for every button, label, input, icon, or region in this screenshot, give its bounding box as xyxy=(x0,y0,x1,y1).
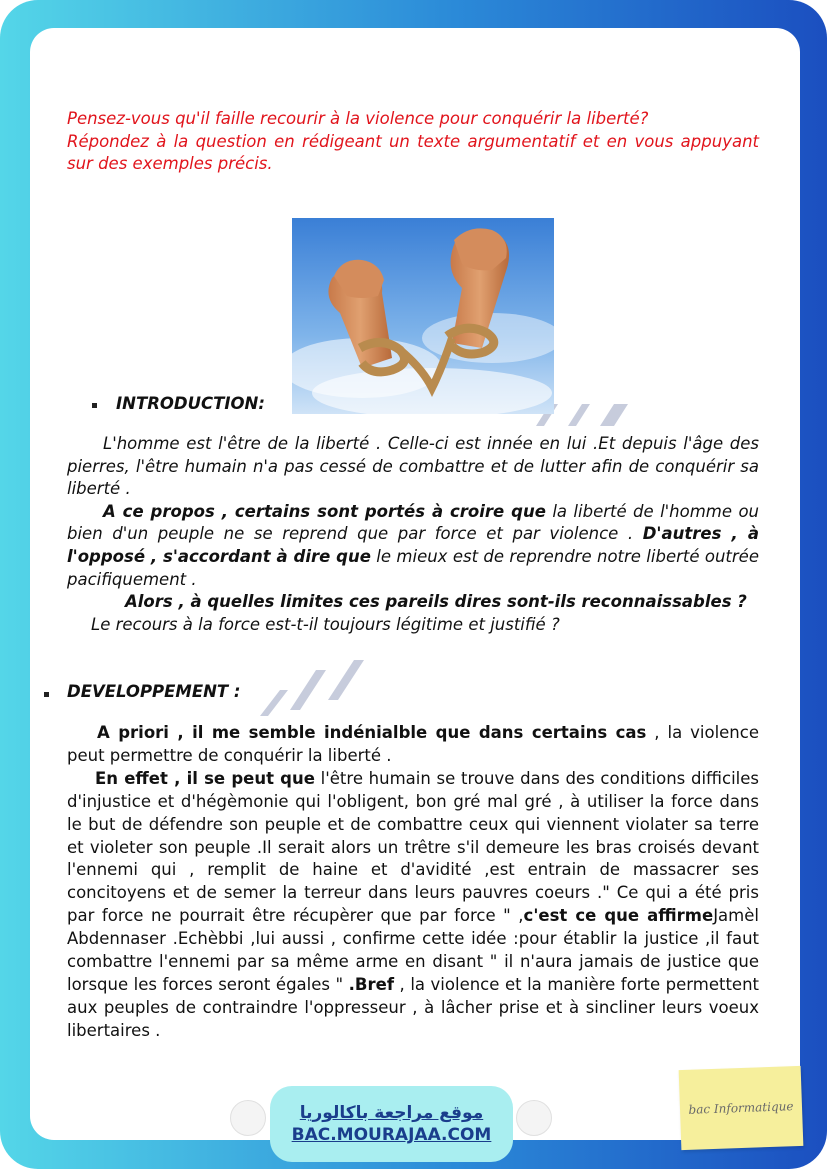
chained-fists-photo xyxy=(292,218,554,414)
site-logo-left xyxy=(230,1100,266,1136)
introduction-heading: INTRODUCTION: xyxy=(116,394,265,413)
intro-paragraph-4 xyxy=(67,614,759,637)
intro-paragraph-1 xyxy=(67,433,759,501)
sticky-note-text: bac Informatique xyxy=(688,1099,794,1117)
watermark-mark-2 xyxy=(250,650,390,720)
intro-paragraph-2 xyxy=(67,501,759,591)
assignment-prompt xyxy=(67,108,759,176)
intro-paragraph-4-text: Le recours à la force est-t-il toujours légitime et justifié ? xyxy=(91,614,560,634)
intro-paragraph-1-text: L'homme est l'être de la liberté . Celle-ci est innée en lui .Et depuis l'âge des pierres, l'être humain n'a pas cessé de combattre et de lutter afin de conquérir sa liberté . xyxy=(67,434,759,499)
development-body xyxy=(67,722,759,1043)
intro-paragraph-3 xyxy=(67,591,759,614)
footer-url-link[interactable]: BAC.MOURAJAA.COM xyxy=(291,1125,492,1145)
site-logo-right xyxy=(516,1100,552,1136)
intro-p2-rest: la liberté de l'homme ou bien d'un peuple ne se reprend que par force et par violence . xyxy=(67,501,759,544)
dev-paragraph-1 xyxy=(67,722,759,768)
intro-p2-bold: A ce propos , certains sont portés à croire que xyxy=(103,501,546,521)
intro-p2-bold2: D'autres , à l'opposé , s'accordant à dire que xyxy=(67,524,759,566)
dev-p1-rest: , la violence peut permettre de conquérir la liberté . xyxy=(67,723,759,765)
dev-p2-rest3: , la violence et la manière forte permettent aux peuples de contraindre l'oppresseur , à lâcher prise et à sincliner leurs voeux libertaires . xyxy=(67,974,759,1040)
dev-p2-rest2: Jamèl Abdennaser .Echèbbi ,lui aussi , confirme cette idée :pour établir la justice ,il faut combattre l'ennemi par sa même arme en disant " il n'aura jamais de justice que lorsque les forces seront égales " xyxy=(67,906,759,994)
prompt-line-1: Pensez-vous qu'il faille recourir à la violence pour conquérir la liberté? xyxy=(67,109,649,128)
introduction-body xyxy=(67,433,759,636)
prompt-line-2: Répondez à la question en rédigeant un texte argumentatif et en vous appuyant sur des exemples précis. xyxy=(67,131,759,174)
dev-p2-bold3: .Bref xyxy=(348,974,395,994)
bullet-introduction xyxy=(92,403,97,408)
dev-p2-rest: l'être humain se trouve dans des conditions difficiles d'injustice et d'hégèmonie qui l'obligent, bon gré mal gré , à utiliser la force dans le but de défendre son peuple et de combattre ceux qui viennent violater sa terre et violeter son peuple .Il serait alors un trêtre s'il demeure les bras croisés devant l'ennemi qui , remplit de haine et d'avidité ,est entrain de massacrer ses concitoyens et de semer la terreur dans leurs pauvres coeurs ." Ce qui a été pris par force ne pourrait être récupèrer que par force " , xyxy=(67,768,759,926)
sticky-note xyxy=(679,1066,804,1150)
development-heading: DEVELOPPEMENT : xyxy=(67,682,241,701)
dev-p1-bold: A priori , il me semble indénialble que dans certains cas xyxy=(97,723,647,742)
footer-arabic-title[interactable]: موقع مراجعة باكالوريا xyxy=(299,1103,484,1123)
bullet-development xyxy=(44,692,49,697)
dev-p2-bold: En effet , il se peut que xyxy=(95,768,315,788)
intro-paragraph-3-text: Alors , à quelles limites ces pareils dires sont-ils reconnaissables ? xyxy=(125,592,747,612)
intro-p2-rest2: le mieux est de reprendre notre liberté outrée pacifiquement . xyxy=(67,546,759,589)
footer-site-badge[interactable] xyxy=(270,1086,513,1162)
dev-paragraph-2 xyxy=(67,768,759,1043)
dev-p2-bold2: c'est ce que affirme xyxy=(523,906,714,926)
